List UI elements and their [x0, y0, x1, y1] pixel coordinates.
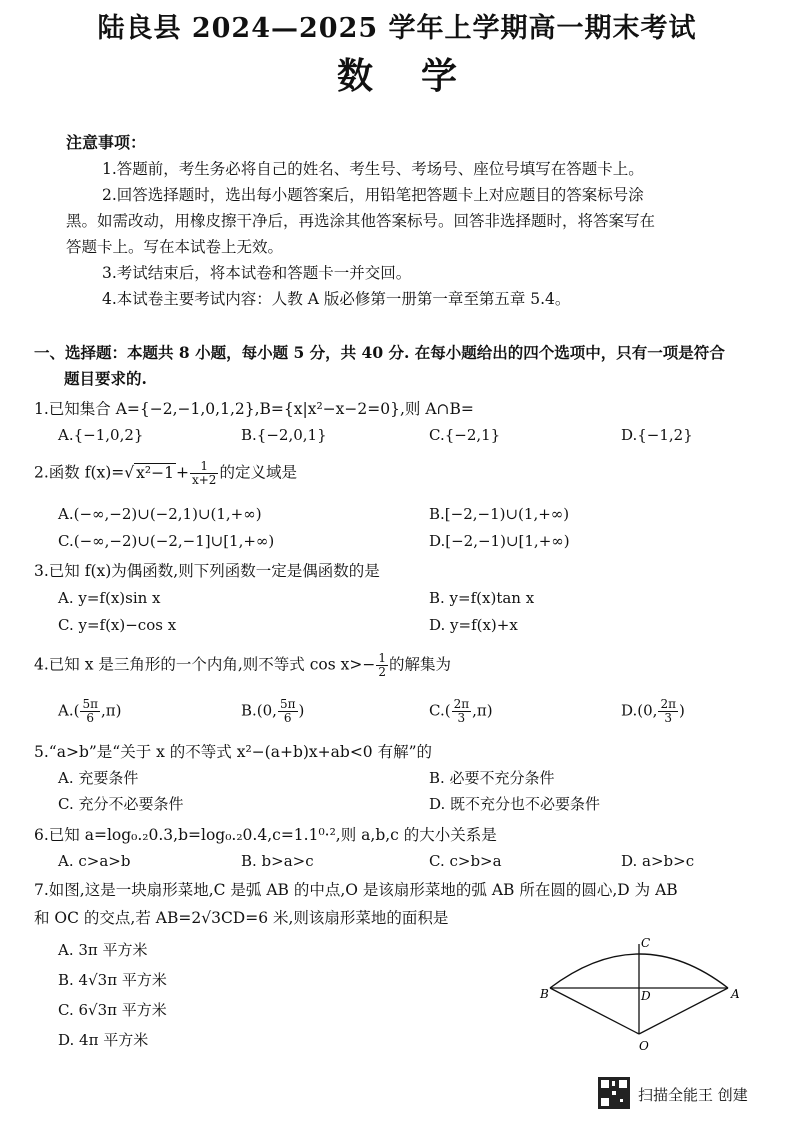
- q2-stem-post: 的定义域是: [219, 463, 297, 482]
- q1-option-a: A.{−1,0,2}: [58, 426, 144, 444]
- notes-heading: 注意事项：: [66, 133, 147, 152]
- q2-option-d: D.[−2,−1)∪[1,+∞): [429, 532, 570, 550]
- q7-option-b: B. 4√3π 平方米: [58, 971, 167, 989]
- q1-option-d: D.{−1,2}: [621, 426, 693, 444]
- note-item-4: 4.本试卷主要考试内容：人教 A 版必修第一册第一章至第五章 5.4。: [102, 290, 571, 308]
- q2-fraction: [190, 460, 218, 487]
- q5-option-d: D. 既不充分也不必要条件: [429, 795, 601, 813]
- qr-code-icon: [598, 1077, 630, 1109]
- q6-option-c: C. c>b>a: [429, 852, 502, 870]
- q4-fraction: [376, 652, 388, 679]
- question-2-stem: 2.函数 f(x)=√ x²−1 + $\frac{1}{x+2}$ 的定义域是: [34, 459, 297, 487]
- note-item-3: 3.考试结束后，将本试卷和答题卡一并交回。: [102, 264, 412, 282]
- q7-option-d: D. 4π 平方米: [58, 1031, 149, 1049]
- q4-stem-post: 的解集为: [389, 655, 452, 674]
- q2-option-b: B.[−2,−1)∪(1,+∞): [429, 505, 570, 523]
- q5-option-a: A. 充要条件: [58, 769, 139, 787]
- q7-option-c: C. 6√3π 平方米: [58, 1001, 167, 1019]
- scanner-watermark: 扫描全能王 创建: [638, 1086, 748, 1104]
- q7-option-a: A. 3π 平方米: [58, 941, 148, 959]
- question-6-stem: 6.已知 a=log₀.₂0.3,b=log₀.₂0.4,c=1.1⁰·²,则 a,b,c 的大小关系是: [34, 826, 497, 844]
- q3-option-a: A. y=f(x)sin x: [58, 589, 161, 607]
- q5-option-c: C. 充分不必要条件: [58, 795, 184, 813]
- q4-option-a: A.( $\frac{5\pi}{6}$ ,π): [58, 697, 122, 725]
- q2-frac-den: x+2: [191, 473, 217, 487]
- q3-option-c: C. y=f(x)−cos x: [58, 616, 177, 634]
- q3-option-d: D. y=f(x)+x: [429, 616, 518, 634]
- section-line-1: 一、选择题：本题共 8 小题，每小题 5 分，共 40 分. 在每小题给出的四个选项中，只有一项是符合: [34, 343, 725, 362]
- q6-option-d: D. a>b>c: [621, 852, 695, 870]
- question-4-stem: [34, 652, 764, 679]
- question-3-stem: 3.已知 f(x)为偶函数,则下列函数一定是偶函数的是: [34, 562, 380, 580]
- note-item-2: 2.回答选择题时，选出每小题答案后，用铅笔把答题卡上对应题目的答案标号涂: [102, 186, 644, 204]
- note-item-2-cont: 黑。如需改动，用橡皮擦干净后，再选涂其他答案标号。回答非选择题时，将答案写在: [66, 212, 656, 230]
- label-c: C: [641, 936, 651, 950]
- q4-option-c: C.( $\frac{2\pi}{3}$ ,π): [429, 697, 493, 725]
- q6-option-a: A. c>a>b: [58, 852, 131, 870]
- radius-oa: [639, 988, 728, 1034]
- q7-line-1: 7.如图,这是一块扇形菜地,C 是弧 AB 的中点,O 是该扇形菜地的弧 AB 所在圆的圆心,D 为 AB: [34, 881, 678, 899]
- label-o: O: [639, 1039, 649, 1053]
- label-d: D: [641, 989, 651, 1003]
- note-item-1: 1.答题前，考生务必将自己的姓名、考生号、考场号、座位号填写在答题卡上。: [102, 160, 644, 178]
- question-7-stem: [34, 878, 764, 930]
- q7-line-2: 和 OC 的交点,若 AB=2√3CD=6 米,则该扇形菜地的面积是: [34, 909, 449, 927]
- q2-sqrt-inner: x²−1: [136, 463, 174, 482]
- note-item-2-end: 答题卡上。写在本试卷上无效。: [66, 238, 284, 256]
- question-5-stem: 5.“a>b”是“关于 x 的不等式 x²−(a+b)x+ab<0 有解”的: [34, 743, 433, 761]
- label-a: A: [731, 987, 740, 1001]
- sector-figure: [530, 930, 770, 1060]
- q2-frac-num: 1: [190, 460, 218, 474]
- q4-frac-num: 1: [378, 651, 386, 665]
- q6-option-b: B. b>a>c: [241, 852, 314, 870]
- q1-option-c: C.{−2,1}: [429, 426, 501, 444]
- q3-option-b: B. y=f(x)tan x: [429, 589, 535, 607]
- q2-stem-pre: 2.函数 f(x)=: [34, 463, 125, 482]
- q4-option-d: D.(0, $\frac{2\pi}{3}$ ): [621, 697, 685, 725]
- label-b: B: [540, 987, 549, 1001]
- q2-option-c: C.(−∞,−2)∪(−2,−1]∪[1,+∞): [58, 532, 275, 550]
- q2-option-a: A.(−∞,−2)∪(−2,1)∪(1,+∞): [58, 505, 262, 523]
- exam-subject: 数学: [336, 55, 505, 97]
- q4-option-b: B.(0, $\frac{5\pi}{6}$ ): [241, 697, 305, 725]
- q4-frac-den: 2: [378, 665, 386, 679]
- exam-title: 陆良县 2024—2025 学年上学期高一期末考试: [97, 13, 697, 44]
- q4-stem-pre: 4.已知 x 是三角形的一个内角,则不等式 cos x>−: [34, 655, 376, 674]
- notes-block: [66, 130, 746, 312]
- question-1-stem: 1.已知集合 A={−2,−1,0,1,2},B={x|x²−x−2=0},则 A∩B=: [34, 400, 474, 418]
- q5-option-b: B. 必要不充分条件: [429, 769, 555, 787]
- section-heading: [34, 340, 754, 392]
- radius-ob: [550, 988, 639, 1034]
- section-line-2: 题目要求的.: [64, 369, 147, 388]
- q2-plus: +: [175, 463, 189, 482]
- q1-option-b: B.{−2,0,1}: [241, 426, 327, 444]
